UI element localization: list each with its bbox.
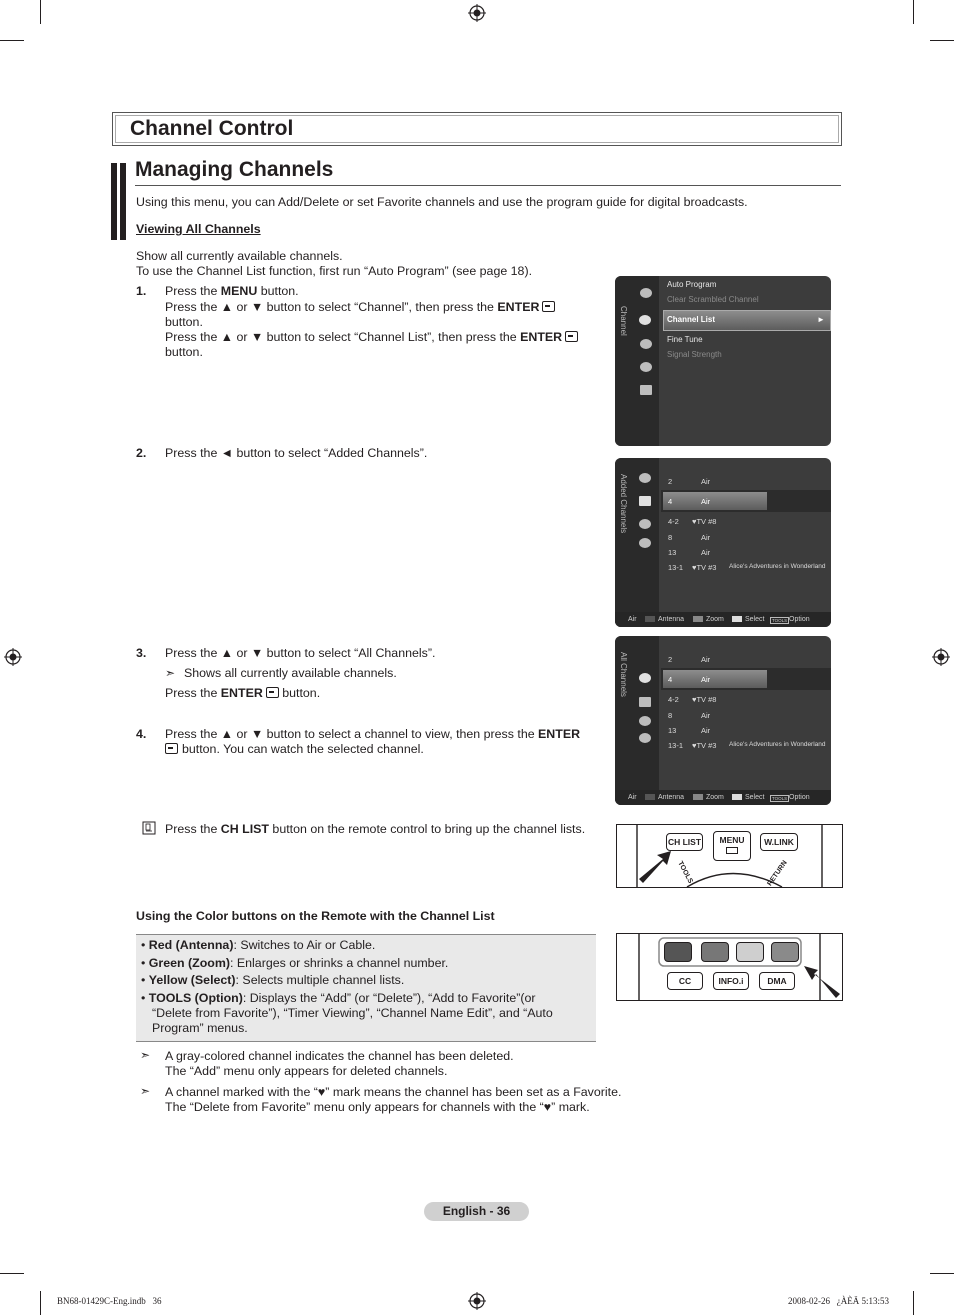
- footer-file: BN68-01429C-Eng.indb 36: [57, 1296, 162, 1306]
- program-title: Alice's Adventures in Wonderland: [729, 741, 826, 748]
- favorite-icon: [639, 716, 651, 726]
- channel-number[interactable]: 13-1: [668, 563, 684, 572]
- chlist-note: [165, 822, 585, 837]
- text-run: button on the remote control to bring up the channel lists.: [268, 822, 586, 836]
- menu-button-label: MENU: [719, 835, 745, 845]
- crop-mark: [913, 1291, 914, 1315]
- channel-number[interactable]: 13: [668, 726, 677, 735]
- note-arrow-icon: ➣: [165, 666, 176, 680]
- bullet-item: • Yellow (Select): Selects multiple channel lists.: [141, 973, 405, 987]
- yellow-select-button[interactable]: [736, 942, 764, 962]
- chlist-key: CH LIST: [220, 822, 269, 836]
- text-run: Press the ▲ or ▼ button to select “Channel”, then press the: [165, 300, 498, 314]
- channel-name[interactable]: ♥TV #3: [692, 563, 717, 572]
- channel-name[interactable]: Air: [701, 711, 711, 720]
- selected-row: [663, 670, 767, 688]
- red-swatch-icon: [645, 616, 655, 622]
- programmed-icon: [639, 538, 651, 548]
- text-run: button.: [282, 686, 321, 700]
- osd-item[interactable]: Clear Scrambled Channel: [667, 295, 759, 304]
- yellow-swatch-icon: [732, 794, 742, 800]
- step-note: Shows all currently available channels.: [184, 666, 397, 680]
- text-run: Press the: [165, 686, 221, 700]
- osd-footer: [615, 612, 831, 627]
- osd-all-channels: [615, 636, 831, 805]
- desc-line: To use the Channel List function, first run “Auto Program” (see page 18).: [136, 264, 533, 278]
- note-arrow-icon: ➣: [140, 1048, 151, 1062]
- channel-icon: [639, 315, 651, 325]
- bullet-label: Yellow (Select): [148, 973, 236, 987]
- text-run: button.: [165, 345, 203, 359]
- channel-name[interactable]: ♥TV #8: [692, 695, 717, 704]
- registration-mark-icon: [468, 1292, 486, 1310]
- footer-tools-icon: TOOLS: [772, 618, 788, 623]
- channel-name[interactable]: Air: [701, 477, 711, 486]
- registration-mark-icon: [4, 648, 22, 666]
- menu-grid-icon: [726, 847, 738, 854]
- note-arrow-icon: ➣: [140, 1084, 151, 1098]
- added-channels-icon: [639, 496, 651, 506]
- enter-icon: [565, 331, 578, 342]
- enter-key: ENTER: [497, 300, 540, 314]
- text-run: button.: [257, 284, 299, 298]
- channel-name[interactable]: Air: [701, 726, 711, 735]
- channel-number[interactable]: 8: [668, 533, 673, 542]
- step-number: 3.: [136, 646, 147, 660]
- footer-tools-icon: TOOLS: [772, 796, 788, 801]
- channel-name[interactable]: Air: [701, 675, 711, 684]
- channel-number[interactable]: 4-2: [668, 695, 679, 704]
- section-rule: [135, 185, 841, 186]
- note-line: A gray-colored channel indicates the channel has been deleted.: [165, 1049, 514, 1063]
- text-run: Press the ▲ or ▼ button to select “Channel List”, then press the: [165, 330, 521, 344]
- channel-name[interactable]: Air: [701, 533, 711, 542]
- return-label: RETURN: [766, 859, 789, 888]
- step-text: [165, 727, 605, 757]
- added-channels-icon: [639, 697, 651, 707]
- green-zoom-button[interactable]: [701, 942, 729, 962]
- step-text: [165, 330, 605, 360]
- registration-mark-icon: [468, 4, 486, 22]
- bullet-item: • Red (Antenna): Switches to Air or Cable.: [141, 938, 376, 952]
- wlink-button[interactable]: W.LINK: [760, 833, 798, 851]
- blue-button[interactable]: [771, 942, 799, 962]
- green-swatch-icon: [693, 616, 703, 622]
- crop-mark: [930, 40, 954, 41]
- pointer-arrow-icon: [802, 962, 842, 1000]
- osd-channel-menu: [615, 276, 831, 446]
- dma-button[interactable]: DMA: [759, 972, 795, 990]
- subheading: Viewing All Channels: [136, 222, 261, 236]
- bullet-text: : Displays the “Add” (or “Delete”), “Add to Favorite”(or: [242, 991, 536, 1005]
- osd-arrow-icon: ►: [817, 315, 825, 324]
- channel-number[interactable]: 2: [668, 655, 673, 664]
- channel-name[interactable]: ♥TV #8: [692, 517, 717, 526]
- enter-key: ENTER: [220, 686, 263, 700]
- crop-mark: [930, 1273, 954, 1274]
- enter-key: ENTER: [538, 727, 581, 741]
- color-heading: Using the Color buttons on the Remote with the Channel List: [136, 909, 495, 923]
- section-bar: [120, 163, 126, 240]
- footer-antenna: Antenna: [658, 616, 685, 623]
- step-text: [165, 284, 299, 299]
- menu-button[interactable]: [713, 831, 751, 861]
- osd-item[interactable]: Fine Tune: [667, 335, 703, 344]
- bullet-text-cont: “Delete from Favorite”), “Timer Viewing”, “Channel Name Edit”, and “Auto: [152, 1006, 553, 1020]
- channel-number[interactable]: 8: [668, 711, 673, 720]
- channel-name[interactable]: Air: [701, 548, 711, 557]
- crop-mark: [40, 0, 41, 24]
- application-icon: [640, 385, 652, 395]
- osd-sidebar: [615, 276, 659, 446]
- channel-number[interactable]: 4: [668, 497, 673, 506]
- page-number: English - 36: [424, 1202, 529, 1221]
- crop-mark: [0, 1273, 24, 1274]
- osd-item[interactable]: Auto Program: [667, 280, 717, 289]
- step-text: [165, 300, 605, 330]
- registration-mark-icon: [932, 648, 950, 666]
- footer-select: Select: [745, 616, 765, 623]
- footer-air: Air: [628, 794, 637, 801]
- note-line: A channel marked with the “♥” mark means the channel has been set as a Favorite.: [165, 1085, 622, 1099]
- footer-zoom: Zoom: [706, 616, 724, 623]
- note-line: The “Add” menu only appears for deleted channels.: [165, 1064, 448, 1078]
- note-icon: [142, 821, 156, 835]
- picture-icon: [640, 288, 652, 298]
- bullet-item: • TOOLS (Option): Displays the “Add” (or “Delete”), “Add to Favorite”(or: [141, 991, 536, 1005]
- enter-icon: [266, 687, 279, 698]
- footer-select: Select: [745, 794, 765, 801]
- channel-number[interactable]: 4: [668, 675, 673, 684]
- footer-zoom: Zoom: [706, 794, 724, 801]
- osd-item-selected[interactable]: Channel List: [667, 315, 716, 324]
- channel-number[interactable]: 2: [668, 477, 673, 486]
- favorite-icon: [639, 519, 651, 529]
- osd-added-channels: [615, 458, 831, 627]
- footer-timestamp: 2008-02-26 ¿ÀÈÄ 5:13:53: [788, 1296, 889, 1306]
- enter-icon: [165, 743, 178, 754]
- bullet-text-cont: Program” menus.: [152, 1021, 248, 1035]
- bullet-label: Red (Antenna): [148, 938, 234, 952]
- step-text: Press the ▲ or ▼ button to select “All Channels”.: [165, 646, 436, 660]
- footer-option: Option: [789, 794, 810, 801]
- section-bar: [111, 163, 117, 240]
- footer-antenna: Antenna: [658, 794, 685, 801]
- bullet-text: : Selects multiple channel lists.: [235, 973, 405, 987]
- text-run: Press the: [165, 822, 221, 836]
- red-swatch-icon: [645, 794, 655, 800]
- input-icon: [640, 362, 652, 372]
- yellow-swatch-icon: [732, 616, 742, 622]
- step-number: 1.: [136, 284, 147, 298]
- channel-name[interactable]: Air: [701, 655, 711, 664]
- chapter-title-box: [112, 112, 842, 146]
- text-run: button. You can watch the selected channel.: [182, 742, 424, 756]
- channel-number[interactable]: 13: [668, 548, 677, 557]
- section-title: Managing Channels: [135, 158, 334, 181]
- crop-mark: [40, 1291, 41, 1315]
- bullet-label: Green (Zoom): [148, 956, 231, 970]
- bullet-label: TOOLS (Option): [148, 991, 243, 1005]
- step-number: 4.: [136, 727, 147, 741]
- text-run: Press the: [165, 284, 221, 298]
- red-antenna-button[interactable]: [664, 942, 692, 962]
- tools-label: TOOLS: [676, 860, 694, 885]
- programmed-icon: [639, 733, 651, 743]
- pointer-arrow-icon: [635, 845, 675, 885]
- osd-menu-label: Channel: [619, 306, 628, 336]
- crop-mark: [0, 40, 24, 41]
- desc-line: Show all currently available channels.: [136, 249, 343, 263]
- step-text: [165, 686, 320, 701]
- osd-footer: [615, 790, 831, 805]
- chapter-title: Channel Control: [130, 117, 294, 140]
- remote-illustration-chlist: [616, 824, 843, 888]
- enter-icon: [542, 301, 555, 312]
- intro-text: Using this menu, you can Add/Delete or set Favorite channels and use the program guide for digital broadcasts.: [136, 195, 748, 209]
- remote-illustration-color: [616, 933, 843, 1001]
- menu-key: MENU: [220, 284, 258, 298]
- channel-name[interactable]: ♥TV #3: [692, 741, 717, 750]
- text-run: button.: [165, 315, 203, 329]
- bullet-item: • Green (Zoom): Enlarges or shrinks a channel number.: [141, 956, 449, 970]
- info-button[interactable]: INFO.i: [713, 972, 749, 990]
- bullet-text: : Switches to Air or Cable.: [233, 938, 376, 952]
- osd-list-label: All Channels: [619, 652, 628, 697]
- channel-name[interactable]: Air: [701, 497, 711, 506]
- enter-key: ENTER: [520, 330, 563, 344]
- crop-mark: [913, 0, 914, 24]
- footer-option: Option: [789, 616, 810, 623]
- all-channels-icon: [639, 473, 651, 483]
- channel-number[interactable]: 4-2: [668, 517, 679, 526]
- bullet-text: : Enlarges or shrinks a channel number.: [230, 956, 449, 970]
- green-swatch-icon: [693, 794, 703, 800]
- osd-list-label: Added Channels: [619, 474, 628, 534]
- chlist-button[interactable]: CH LIST: [666, 833, 703, 851]
- step-number: 2.: [136, 446, 147, 460]
- selected-row: [663, 492, 767, 510]
- note-line: The “Delete from Favorite” menu only appears for channels with the “♥” mark.: [165, 1100, 590, 1114]
- channel-number[interactable]: 13-1: [668, 741, 684, 750]
- text-run: Press the ▲ or ▼ button to select a channel to view, then press the: [165, 727, 539, 741]
- footer-air: Air: [628, 616, 637, 623]
- osd-item[interactable]: Signal Strength: [667, 350, 722, 359]
- setup-icon: [640, 339, 652, 349]
- step-text: Press the ◄ button to select “Added Channels”.: [165, 446, 428, 460]
- program-title: Alice's Adventures in Wonderland: [729, 563, 826, 570]
- all-channels-icon: [639, 673, 651, 683]
- cc-button[interactable]: CC: [667, 972, 703, 990]
